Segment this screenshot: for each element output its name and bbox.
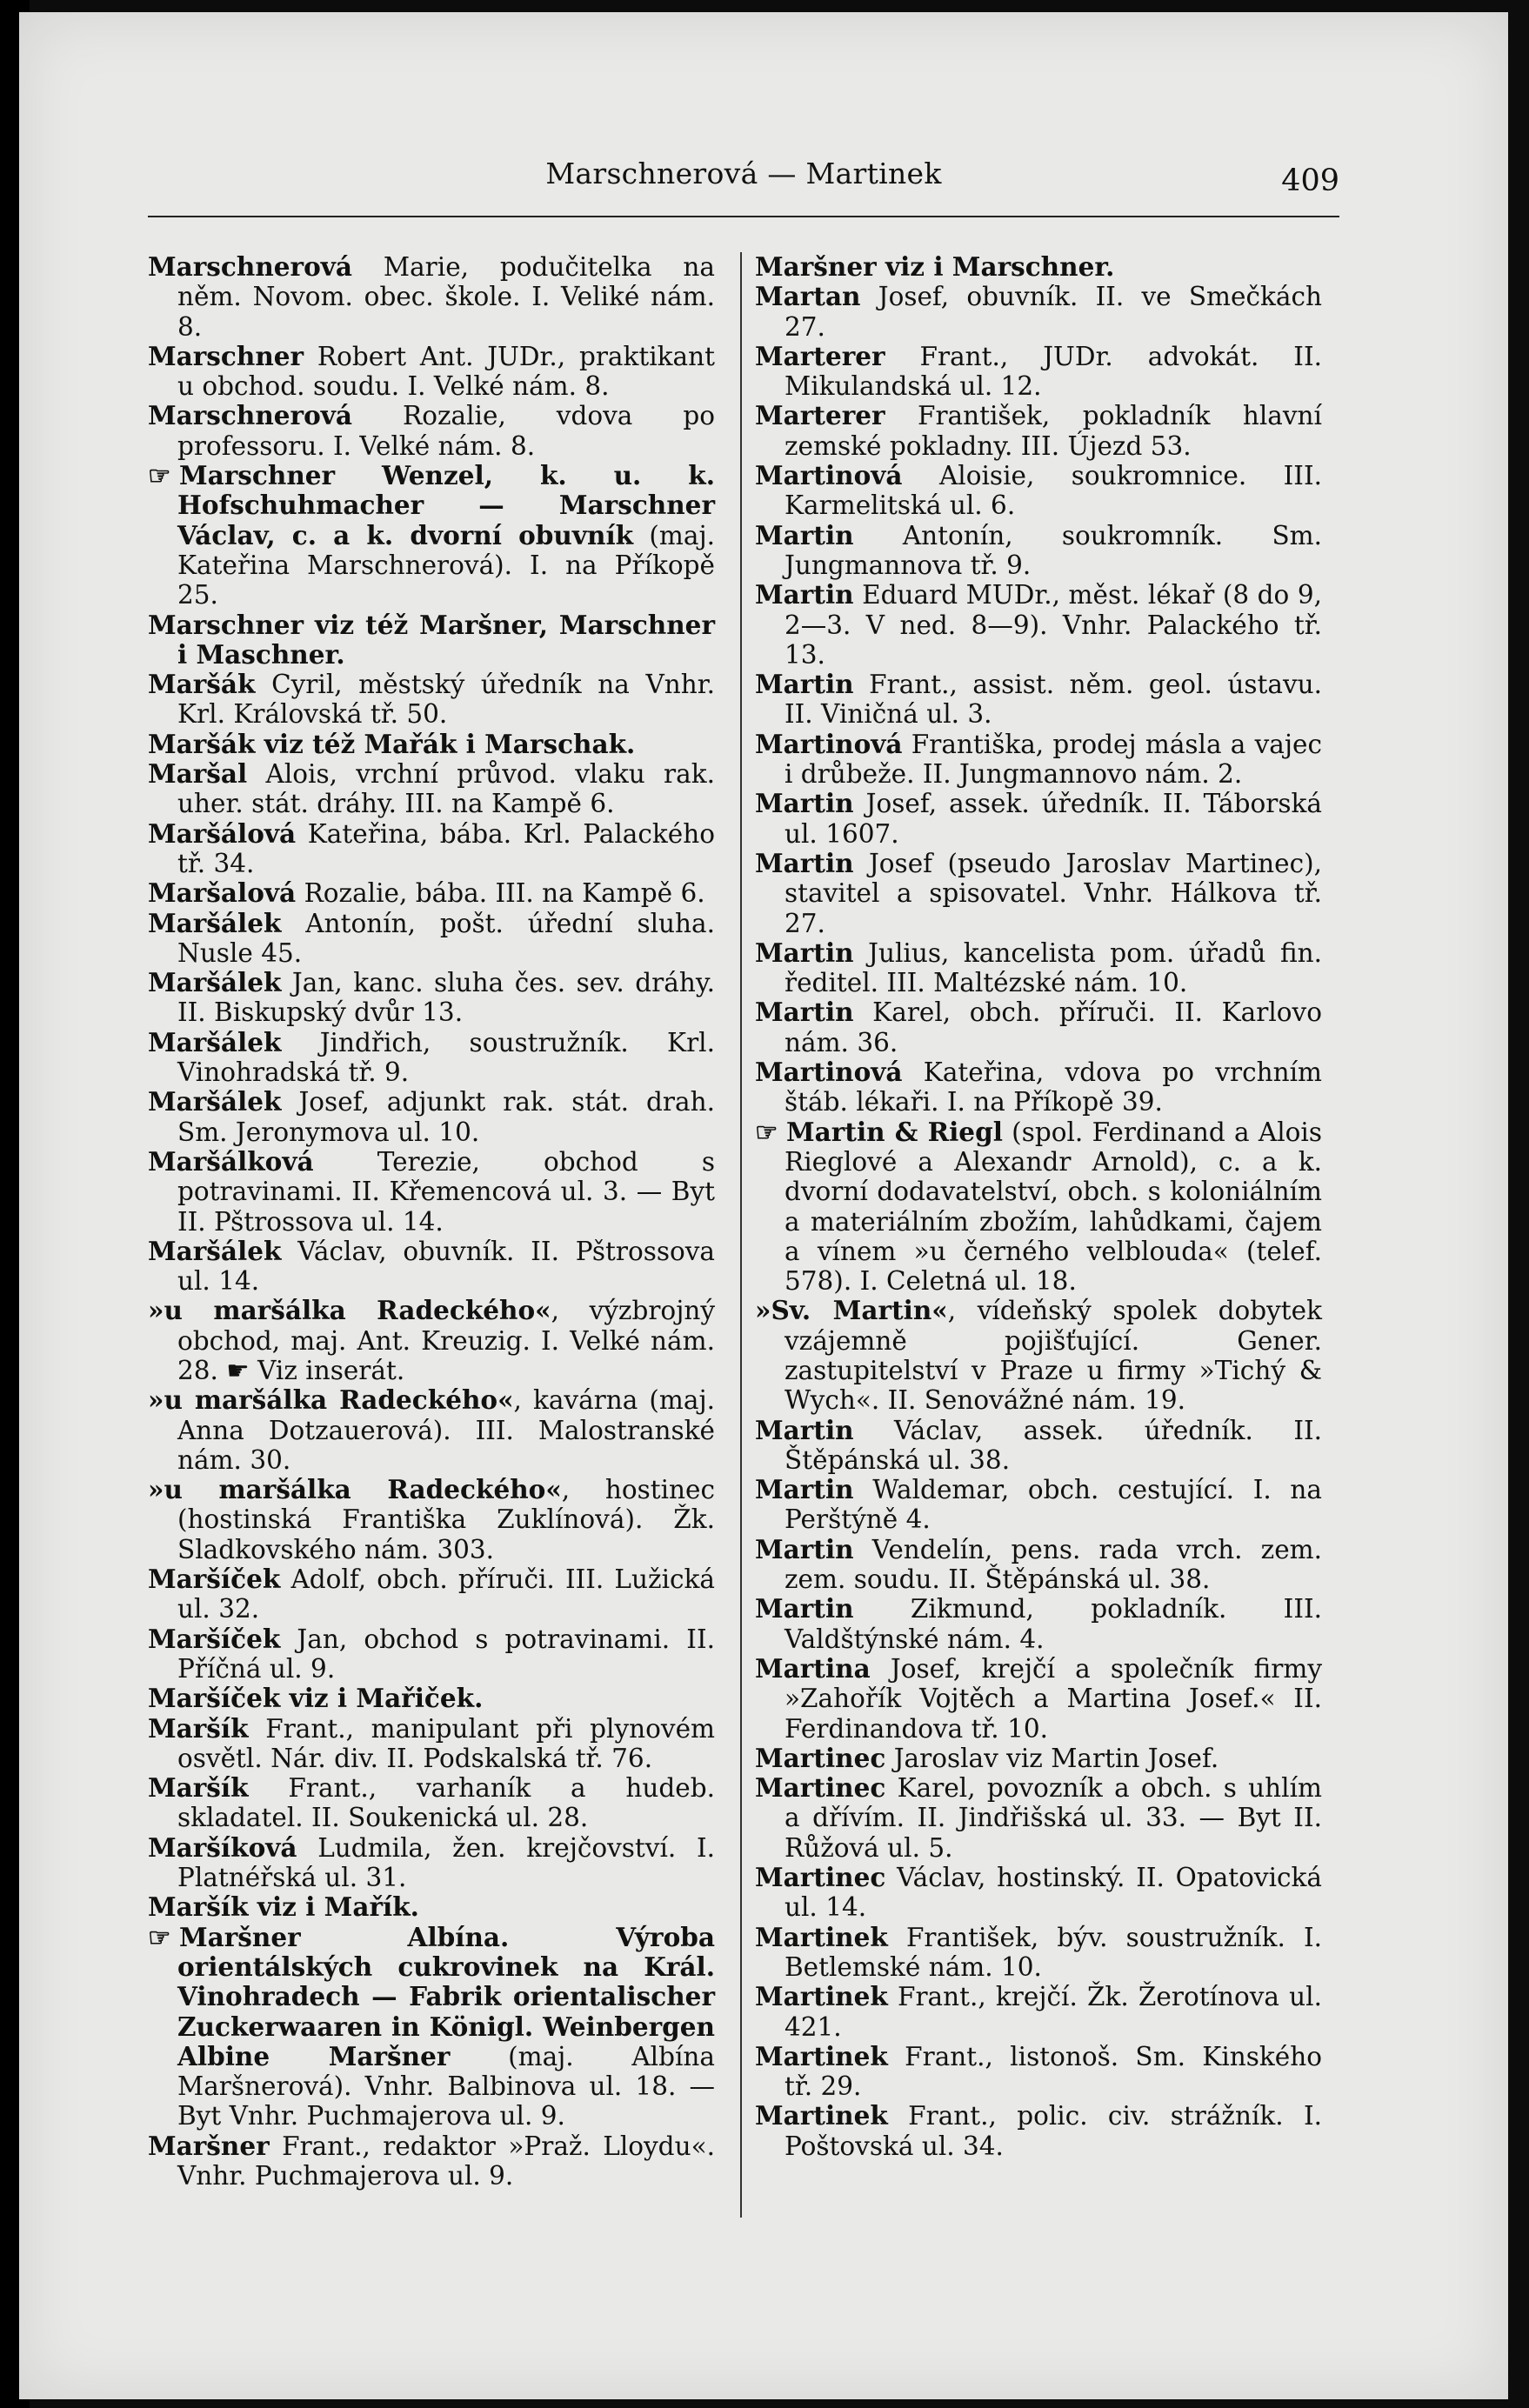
entry-details: , kavárna (maj. Anna Dotzauerová). III. Malostranské nám. 30. xyxy=(177,1385,715,1475)
entry-details: (maj. Kateřina Marschnerová). I. na Příkopě 25. xyxy=(177,520,715,610)
entry-details: Julius, kancelista pom. úřadů fin. ředitel. III. Maltézské nám. 10. xyxy=(785,937,1322,998)
entry-name: Martan xyxy=(755,281,861,312)
directory-entry xyxy=(148,1773,715,1833)
entry-name: Maršíček xyxy=(148,1564,281,1595)
entry-name: Martin xyxy=(755,519,854,550)
entry-details: Václav, assek. úředník. II. Štěpánská ul. 38. xyxy=(785,1415,1322,1475)
entry-name: Maršálek xyxy=(148,907,282,938)
directory-entry xyxy=(755,461,1322,521)
entry-details: Frant., listonoš. Sm. Kinského tř. 29. xyxy=(785,2041,1322,2102)
entry-details: Aloisie, soukromnice. III. Karmelitská ul. 6. xyxy=(785,461,1322,521)
entry-name: Martinová xyxy=(755,1057,903,1088)
entry-name: Martinek xyxy=(755,1981,888,2012)
entry-details: Waldemar, obch. cestující. I. na Perštýně 4. xyxy=(785,1475,1322,1535)
entry-name: Marterer xyxy=(755,400,885,431)
entry-name: Martin xyxy=(755,669,854,700)
entry-name: »u maršálka Radeckého« xyxy=(148,1474,562,1505)
entry-name: Martinová xyxy=(755,728,903,759)
directory-entry xyxy=(148,1624,715,1684)
entry-name: Maršner Albína. Výroba orientálských cukrovinek na Král. Vinohradech — Fabrik orientalischer Zuckerwaaren in Königl. Weinbergen Albine Maršner xyxy=(177,1921,715,2071)
directory-entry xyxy=(148,1296,715,1385)
directory-entry xyxy=(755,1923,1322,1983)
directory-entry xyxy=(148,819,715,879)
directory-entry xyxy=(148,1028,715,1088)
right-column xyxy=(755,252,1322,2161)
directory-entry xyxy=(755,1057,1322,1117)
entry-details: Eduard MUDr., měst. lékař (8 do 9, 2—3. V ned. 8—9). Vnhr. Palackého tř. 13. xyxy=(785,580,1322,670)
entry-details: Marie, podučitelka na něm. Novom. obec. škole. I. Veliké nám. 8. xyxy=(177,252,715,342)
entry-details: Rozalie, bába. III. na Kampě 6. xyxy=(296,878,705,909)
directory-entry xyxy=(148,252,715,342)
entry-name: Martinec xyxy=(755,1772,886,1804)
entry-details: , výzbrojný obchod, maj. Ant. Kreuzig. I. Velké nám. 28. ☛ Viz inserát. xyxy=(177,1296,716,1385)
entry-name: Marterer xyxy=(755,340,885,371)
directory-entry xyxy=(148,401,715,461)
directory-entry xyxy=(755,342,1322,402)
entry-details: Jan, obchod s potravinami. II. Příčná ul. 9. xyxy=(177,1624,715,1684)
directory-entry xyxy=(755,730,1322,790)
column-divider xyxy=(740,252,742,2218)
entry-details: Josef, krejčí a společník firmy »Zahořík Vojtěch a Martina Josef.« II. Ferdinandova tř. 10. xyxy=(785,1653,1322,1744)
directory-entry xyxy=(755,252,1322,282)
directory-entry xyxy=(148,1475,715,1564)
entry-name: Maršíková xyxy=(148,1831,297,1863)
entry-name: Marschner viz též Maršner, Marschner i Maschner. xyxy=(148,609,715,670)
entry-name: Maršíček xyxy=(148,1623,281,1654)
directory-entry xyxy=(148,461,715,610)
page-number: 409 xyxy=(1281,163,1339,198)
entry-name: Martin xyxy=(755,847,854,878)
directory-entry xyxy=(148,1684,715,1713)
entry-name: Maršák xyxy=(148,669,256,700)
entry-details: Františka, prodej másla a vajec i drůbeže. II. Jungmannovo nám. 2. xyxy=(785,729,1322,790)
entry-name: Martin xyxy=(755,579,854,610)
directory-entry xyxy=(148,1237,715,1297)
entry-details: Josef, assek. úředník. II. Táborská ul. 1607. xyxy=(785,789,1322,849)
directory-entry xyxy=(755,1744,1322,1773)
pointing-hand-icon: ☞ xyxy=(755,1116,778,1147)
directory-entry xyxy=(148,670,715,730)
directory-entry xyxy=(755,2042,1322,2102)
directory-entry xyxy=(755,1475,1322,1535)
directory-entry xyxy=(755,1654,1322,1744)
entry-name: Maršálek xyxy=(148,1026,282,1057)
entry-details: Karel, povozník a obch. s uhlím a dřívím. II. Jindřišská ul. 33. — Byt II. Růžová ul. 5. xyxy=(785,1773,1322,1863)
entry-details: Václav, hostinský. II. Opatovická ul. 14. xyxy=(785,1863,1322,1923)
entry-details: Karel, obch. příruči. II. Karlovo nám. 36. xyxy=(785,997,1322,1057)
directory-entry xyxy=(148,759,715,819)
entry-name: Maršalová xyxy=(148,877,297,909)
directory-entry xyxy=(148,878,715,908)
entry-name: Martin & Riegl xyxy=(786,1116,1003,1147)
entry-details: Rozalie, vdova po professoru. I. Velké nám. 8. xyxy=(177,401,715,461)
directory-entry xyxy=(755,1594,1322,1654)
entry-name: Martina xyxy=(755,1652,871,1684)
directory-entry xyxy=(755,282,1322,342)
entry-name: Martin xyxy=(755,1474,854,1505)
directory-entry xyxy=(148,1892,715,1922)
entry-details: Ludmila, žen. krejčovství. I. Platnéřská ul. 31. xyxy=(177,1832,715,1893)
page-header xyxy=(148,151,1339,217)
directory-entry xyxy=(755,789,1322,849)
entry-name: Maršík xyxy=(148,1712,249,1744)
entry-details: Frant., redaktor »Praž. Lloydu«. Vnhr. Puchmajerova ul. 9. xyxy=(177,2131,715,2191)
directory-entry xyxy=(148,1087,715,1147)
entry-details: Václav, obuvník. II. Pštrossova ul. 14. xyxy=(177,1236,715,1297)
directory-entry xyxy=(755,1117,1322,1297)
directory-entry xyxy=(755,1982,1322,2042)
left-column xyxy=(148,252,715,2191)
directory-entry xyxy=(148,1714,715,1774)
entry-name: Marschner Wenzel, k. u. k. Hofschuhmacher — Marschner Václav, c. a k. dvorní obuvník xyxy=(177,460,715,550)
entry-details: Frant., assist. něm. geol. ústavu. II. Viničná ul. 3. xyxy=(785,670,1322,730)
directory-entry xyxy=(755,1863,1322,1923)
entry-details: Frant., krejčí. Žk. Žerotínova ul. 421. xyxy=(785,1982,1322,2042)
entry-name: Martinec xyxy=(755,1742,886,1773)
entry-name: Marschnerová xyxy=(148,400,353,431)
directory-entry xyxy=(755,401,1322,461)
directory-entry xyxy=(148,1385,715,1475)
directory-entry xyxy=(148,1923,715,2131)
entry-details: , vídeňský spolek dobytek vzájemně pojišťující. Gener. zastupitelství v Praze u firmy »Tichý & Wych«. II. Senovážné nám. 19. xyxy=(785,1296,1322,1416)
directory-entry xyxy=(755,1296,1322,1415)
entry-details: Vendelín, pens. rada vrch. zem. zem. soudu. II. Štěpánská ul. 38. xyxy=(785,1534,1322,1595)
entry-details: František, pokladník hlavní zemské pokladny. III. Újezd 53. xyxy=(785,401,1322,461)
directory-entry xyxy=(755,2101,1322,2161)
running-head: Marschnerová — Martinek xyxy=(545,157,942,190)
entry-details: Josef, adjunkt rak. stát. drah. Sm. Jeronymova ul. 10. xyxy=(177,1087,715,1147)
scanned-page xyxy=(19,12,1508,2399)
directory-entry xyxy=(148,968,715,1028)
directory-entry xyxy=(148,2131,715,2191)
entry-name: Martinová xyxy=(755,460,903,491)
entry-name: Maršálová xyxy=(148,817,297,849)
entry-details: Frant., polic. civ. strážník. I. Poštovská ul. 34. xyxy=(785,2101,1322,2161)
entry-name: Martin xyxy=(755,937,854,968)
entry-name: Martin xyxy=(755,1533,854,1564)
entry-name: Maršálek xyxy=(148,1086,282,1117)
entry-name: Martinek xyxy=(755,2040,888,2071)
entry-name: Maršálek xyxy=(148,1235,282,1266)
entry-name: Maršálek xyxy=(148,967,282,998)
entry-details: Kateřina, vdova po vrchním štáb. lékaři. I. na Příkopě 39. xyxy=(785,1057,1322,1117)
pointing-hand-icon: ☞ xyxy=(148,1921,171,1952)
directory-entry xyxy=(148,1147,715,1237)
pointing-hand-icon: ☞ xyxy=(148,460,171,491)
entry-name: Maršal xyxy=(148,758,248,790)
directory-entry xyxy=(755,1416,1322,1476)
entry-name: »Sv. Martin« xyxy=(755,1295,948,1326)
entry-details: Frant., manipulant při plynovém osvětl. Nár. div. II. Podskalská tř. 76. xyxy=(177,1713,715,1773)
entry-details: Frant., JUDr. advokát. II. Mikulandská ul. 12. xyxy=(785,341,1322,402)
directory-entry xyxy=(755,670,1322,730)
entry-details: Zikmund, pokladník. III. Valdštýnské nám. 4. xyxy=(785,1594,1322,1654)
entry-name: Martinek xyxy=(755,1921,888,1952)
entry-name: Maršner viz i Marschner. xyxy=(755,251,1115,282)
entry-details: František, býv. soustružník. I. Betlemské nám. 10. xyxy=(785,1922,1322,1982)
entry-details: Josef, obuvník. II. ve Smečkách 27. xyxy=(785,282,1322,342)
directory-entry xyxy=(755,521,1322,581)
entry-details: Alois, vrchní průvod. vlaku rak. uher. stát. dráhy. III. na Kampě 6. xyxy=(177,759,715,819)
entry-details: Jan, kanc. sluha čes. sev. dráhy. II. Biskupský dvůr 13. xyxy=(177,968,715,1028)
entry-details: , hostinec (hostinská Františka Zuklínová). Žk. Sladkovského nám. 303. xyxy=(177,1475,716,1564)
directory-entry xyxy=(755,580,1322,670)
directory-entry xyxy=(755,938,1322,998)
directory-entry xyxy=(755,1535,1322,1595)
entry-details: Antonín, soukromník. Sm. Jungmannova tř. 9. xyxy=(785,520,1322,580)
entry-name: Martin xyxy=(755,997,854,1028)
entry-name: Martinek xyxy=(755,2100,888,2131)
entry-details: (maj. Albína Maršnerová). Vnhr. Balbinova ul. 18. — Byt Vnhr. Puchmajerova ul. 9. xyxy=(177,2041,715,2131)
directory-entry xyxy=(148,1564,715,1624)
directory-entry xyxy=(755,1773,1322,1863)
directory-entry xyxy=(148,1833,715,1893)
entry-details: Josef (pseudo Jaroslav Martinec), stavitel a spisovatel. Vnhr. Hálkova tř. 27. xyxy=(785,848,1322,938)
entry-name: Maršák viz též Mařák i Marschak. xyxy=(148,728,636,759)
entry-details: Adolf, obch. příruči. III. Lužická ul. 32. xyxy=(177,1564,715,1624)
entry-name: Maršálková xyxy=(148,1145,314,1177)
directory-entry xyxy=(148,730,715,759)
entry-name: Marschnerová xyxy=(148,251,353,282)
directory-entry xyxy=(755,849,1322,938)
entry-name: Martin xyxy=(755,1414,854,1445)
directory-entry xyxy=(148,610,715,670)
entry-details: Frant., varhaník a hudeb. skladatel. II. Soukenická ul. 28. xyxy=(177,1773,715,1833)
entry-name: Maršík viz i Mařík. xyxy=(148,1891,419,1923)
entry-details: Antonín, pošt. úřední sluha. Nusle 45. xyxy=(177,908,715,968)
entry-details: Terezie, obchod s potravinami. II. Křemencová ul. 3. — Byt II. Pštrossova ul. 14. xyxy=(177,1146,715,1237)
entry-name: Martinec xyxy=(755,1862,886,1893)
entry-details: Jindřich, soustružník. Krl. Vinohradská tř. 9. xyxy=(177,1027,715,1088)
entry-name: Martin xyxy=(755,788,854,819)
entry-name: Maršíček viz i Mařiček. xyxy=(148,1683,484,1714)
directory-entry xyxy=(148,342,715,402)
entry-name: Maršík xyxy=(148,1772,249,1804)
directory-entry xyxy=(148,909,715,969)
entry-name: »u maršálka Radeckého« xyxy=(148,1384,514,1416)
entry-details: Robert Ant. JUDr., praktikant u obchod. soudu. I. Velké nám. 8. xyxy=(177,341,715,402)
entry-name: Martin xyxy=(755,1593,854,1624)
entry-name: Maršner xyxy=(148,2130,270,2161)
entry-details: Kateřina, bába. Krl. Palackého tř. 34. xyxy=(177,818,715,878)
entry-details: Jaroslav viz Martin Josef. xyxy=(885,1743,1219,1773)
entry-name: Marschner xyxy=(148,340,304,371)
entry-details: Cyril, městský úředník na Vnhr. Krl. Královská tř. 50. xyxy=(177,670,715,730)
entry-name: »u maršálka Radeckého« xyxy=(148,1295,551,1326)
entry-details: (spol. Ferdinand a Alois Rieglové a Alexandr Arnold), c. a k. dvorní dodavatelství, obch. s koloniálním a materiálním zbožím, lahůdkami, čajem a vínem »u černého velblouda« (telef. 578). I. Celetná ul. 18. xyxy=(785,1117,1322,1297)
directory-entry xyxy=(755,997,1322,1057)
